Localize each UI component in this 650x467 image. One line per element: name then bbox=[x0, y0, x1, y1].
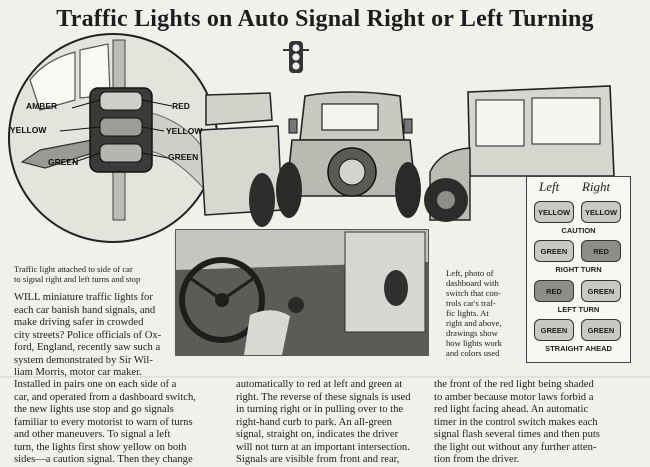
label-green-left: GREEN bbox=[48, 157, 79, 167]
dashboard-photo bbox=[176, 230, 428, 355]
caption-right: Left, photo of dashboard with switch that con- trols car's traf- fic lights. At right and above, drawings show how lights work and colors used bbox=[446, 268, 502, 358]
pill-caution-right: YELLOW bbox=[581, 201, 621, 223]
label-yellow-right: YELLOW bbox=[166, 126, 203, 136]
article-col-1: WILL miniature traffic lights for each car banish hand signals, and make driving safer in crowded city streets? Police officials of Ox- ford, England, recently saw such a system demonstrated by Sir Wil- liam Morris, motor car maker. bbox=[14, 292, 162, 378]
article-col-3: the front of the red light being shaded to amber because motor laws forbid a red light facing ahead. An automatic timer in the control switch makes each signal flash several times and then puts the light out without any further atten- tion from the driver. bbox=[434, 379, 600, 465]
chart-header-left: Left bbox=[539, 179, 560, 194]
traffic-light-icon bbox=[283, 41, 309, 73]
label-red: RED bbox=[172, 101, 190, 111]
row-label-right-turn: RIGHT TURN bbox=[555, 265, 602, 274]
caption-left: Traffic light attached to side of car to signal right and left turns and stop bbox=[14, 264, 141, 284]
page-title: Traffic Lights on Auto Signal Right or Left Turning bbox=[56, 6, 594, 32]
row-label-left-turn: LEFT TURN bbox=[557, 305, 600, 314]
pill-leftturn-left: RED bbox=[534, 280, 574, 302]
label-amber: AMBER bbox=[26, 101, 58, 111]
article-col-1-wide: Installed in pairs one on each side of a car, and operated from a dashboard switch, the new lights use stop and go signals familiar to every motorist to warn of turns and other maneuvers. To signal a left turn, the lights first show yellow on both sides—a caution signal. Then they change bbox=[14, 379, 196, 465]
label-yellow-left: YELLOW bbox=[10, 125, 47, 135]
light-closeup-inset bbox=[9, 34, 217, 242]
signal-chart bbox=[526, 176, 631, 363]
car-rear-center-drawing bbox=[276, 92, 421, 218]
car-rear-left-drawing bbox=[200, 93, 282, 227]
row-label-caution: CAUTION bbox=[561, 226, 596, 235]
row-label-straight-ahead: STRAIGHT AHEAD bbox=[545, 344, 612, 353]
pill-straight-left: GREEN bbox=[534, 319, 574, 341]
article-col-2: automatically to red at left and green at right. The reverse of these signals is used in turning right or in pulling over to the right-hand curb to park. An all-green signal, straight on, indicates the driver will not turn at an important intersection. Signals are visible from front and rear, bbox=[236, 379, 411, 465]
pill-rightturn-left: GREEN bbox=[534, 240, 574, 262]
pill-rightturn-right: RED bbox=[581, 240, 621, 262]
pill-leftturn-right: GREEN bbox=[581, 280, 621, 302]
label-green-right: GREEN bbox=[168, 152, 199, 162]
pill-straight-right: GREEN bbox=[581, 319, 621, 341]
chart-header-right: Right bbox=[582, 179, 611, 194]
pill-caution-left: YELLOW bbox=[534, 201, 574, 223]
